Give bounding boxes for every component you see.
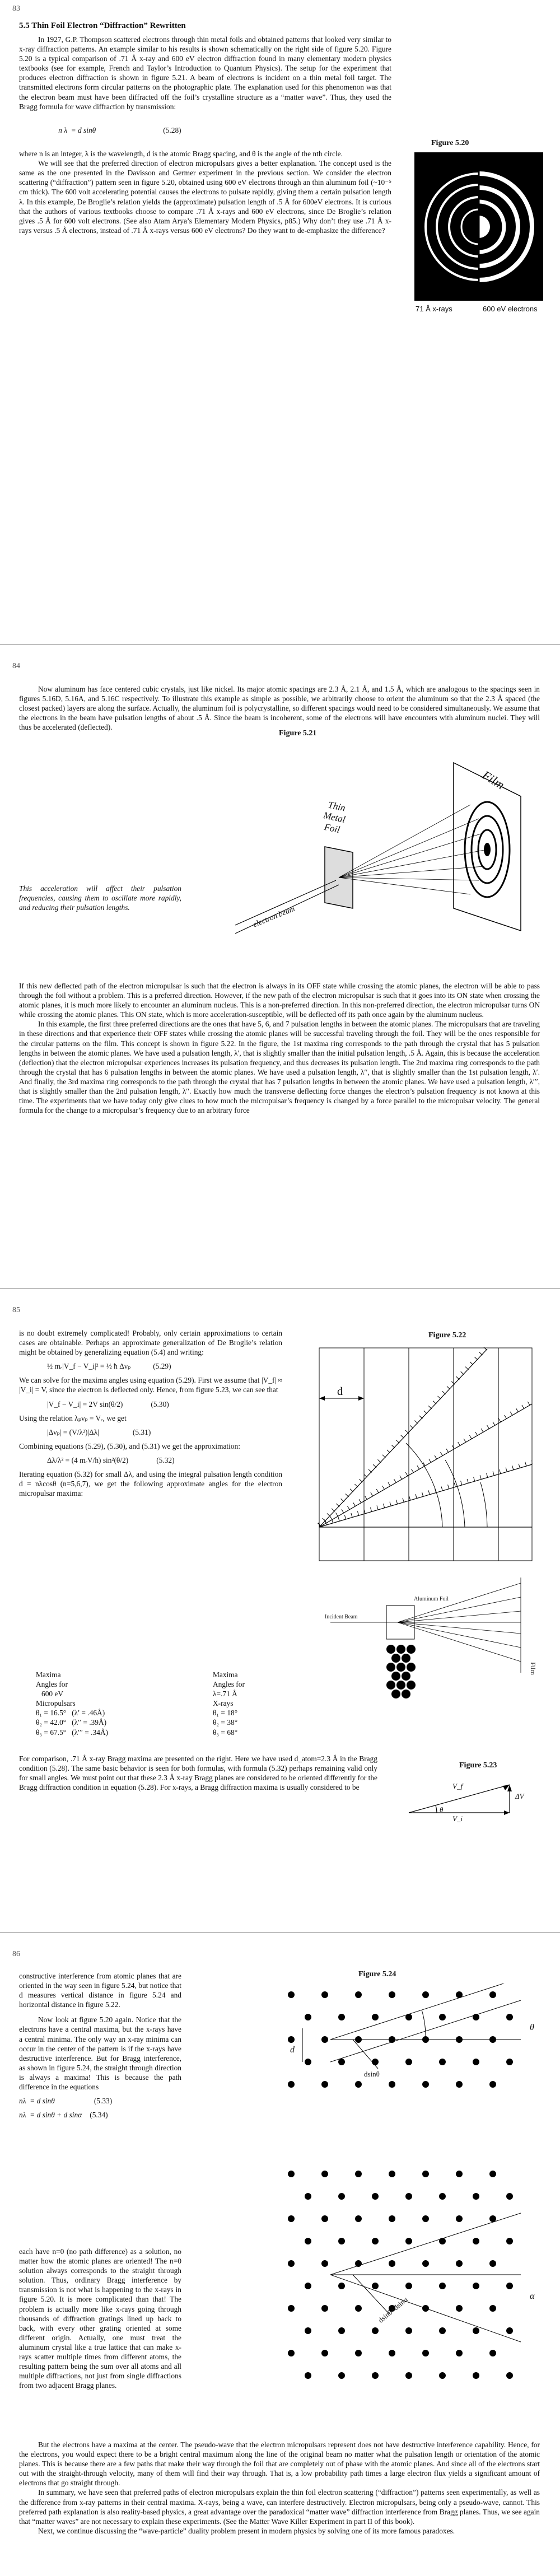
lattice-atom	[473, 2372, 479, 2379]
lattice-atom	[372, 2327, 379, 2334]
lattice-atom	[288, 2260, 295, 2267]
lattice-atom	[321, 2260, 328, 2267]
figure-5-21-film-label: Film	[479, 767, 507, 792]
lattice-atom	[389, 1991, 395, 1998]
lattice-atom	[439, 2014, 446, 2020]
lattice-atom	[305, 2372, 311, 2379]
body-text-left	[19, 750, 181, 912]
paragraph: Using the relation λₚνₚ = Vₑ, we get	[19, 1413, 127, 1422]
lattice-atom	[389, 2350, 395, 2356]
lattice-atom	[405, 2283, 412, 2289]
equation-body: |V_f − V_i| = 2V sin(θ/2)	[47, 1399, 123, 1408]
table-head: X-rays	[213, 1699, 234, 1708]
figure-5-22-atoms-label: Aluminum Foil	[414, 1596, 449, 1602]
equation-body: nλ = d sinθ + d sinα	[19, 2111, 82, 2120]
lattice-atom	[355, 2350, 362, 2356]
equation-5-29	[47, 1361, 282, 1371]
lattice-atom	[473, 2238, 479, 2244]
paragraph: constructive interference from atomic planes that are oriented in the way seen in figure 5.24, but notice that d measures vertical distance in figure 5.24 and horizontal distance in figure 5.22.	[19, 1972, 181, 2009]
figure-5-22-beam-label: Incident Beam	[325, 1614, 358, 1620]
body-text-left	[19, 1971, 181, 2124]
figure-5-23-theta-label: θ	[440, 1805, 444, 1814]
lattice-atom	[439, 2372, 446, 2379]
lattice-atom	[321, 2171, 328, 2177]
paragraph: In 1927, G.P. Thompson scattered electrons through thin metal foils and obtained patterns that looked very similar to x-ray diffraction patterns. An example similar to his results is shown schematically on the right side of figure 5.20. Figure 5.20 is a typical comparison of .71 Å x-ray and 600 eV electron diffraction found in many elementary modern physics textbooks (see for example, French and Taylor’s Introduction to Quantum Physics). The setup for the experiment that produces electron diffraction is shown in figure 5.21. A beam of electrons is incident on a thin metal foil target. The transmitted electrons form circular patterns on the photographic plate. The explanation used for this phenomenon was that the electron beam must have been diffracted off the foil’s crystalline structure as a “matter wave”. Thus, they used the Bragg formula for wave diffraction by transmission:	[19, 35, 391, 111]
section-heading: 5.5 Thin Foil Electron “Diffraction” Rewritten	[19, 21, 186, 30]
lattice-atom	[321, 2081, 328, 2088]
equation-5-28	[47, 116, 391, 144]
lattice-atom	[456, 2350, 463, 2356]
figure-5-20-left-caption: 71 Å x-rays	[416, 305, 452, 313]
body-text-left	[19, 1328, 282, 1498]
lattice-atom	[321, 2036, 328, 2043]
lattice-atom	[422, 2171, 429, 2177]
lattice-atom	[405, 2238, 412, 2244]
lattice-atom	[338, 2014, 345, 2020]
equation-number: (5.31)	[132, 1427, 151, 1436]
paragraph: In summary, we have seen that preferred paths of electron micropulsars explain the thin foil electron scattering (“diffraction”) patterns seen experimentally, as well as the difference from x-ray patterns in their central maxima. X-rays, being a wave, can interfere destructively. Electron micropulsars, being only a pseudo-wave, cannot. This preferred path explanation is also reality-based physics, a great advantage over the paradoxical “matter wave” diffraction interference from Bragg planes. Thus, we see again that “matter waves” are not necessary to explain these experiments. (See the Matter Wave Killer Experiment in part II of this book).	[19, 2488, 540, 2526]
page-number: 85	[12, 1306, 20, 1314]
figure-5-20	[414, 152, 543, 320]
body-text-bottom	[19, 1754, 377, 1792]
figure-5-24-dsin-label: dsinθ	[364, 2070, 380, 2078]
maxima-table-xrays	[213, 1670, 297, 1737]
paragraph: Next, we continue discussing the “wave-particle” duality problem present in modern physics by solving one of its more famous paradoxes.	[38, 2526, 455, 2535]
equation-number: (5.28)	[163, 125, 181, 134]
equation-5-33	[19, 2096, 181, 2106]
lattice-atom	[439, 2327, 446, 2334]
lattice-atom	[321, 2215, 328, 2222]
lattice-atom	[372, 2283, 379, 2289]
equation-number: (5.32)	[156, 1455, 175, 1464]
equation-number: (5.34)	[90, 2111, 108, 2120]
table-row: θ₁ = 18°	[213, 1709, 238, 1718]
paragraph: We will see that the preferred direction of electron micropulsars gives a better explanation. The concept used is the same as the one presented in the Davisson and Germer experiment in the previous section. We consider the electron scattering (“diffraction”) pattern seen in figure 5.20, obtained using 600 eV electrons through an thin aluminum foil (~10⁻⁵ cm thick). The 600 volt accelerating potential causes the electrons to pulsate rapidly, giving them a certain pulsation length λ. In this example, De Broglie’s relation yields the (approximate) pulsation length of .5 Å for 600eV electrons. It is curious that the authors of various textbooks choose to compare .71 Å x-rays and 600 eV electrons, since De Broglie’s relation gives .5 Å for 600 volt electrons. (See also Atam Arya’s Elementary Modern Physics, p85.) Why don’t they use .71 Å x-rays versus .5 Å electrons, instead of .71 Å x-rays versus 600 eV electrons? Do they want to de-emphasize the difference?	[19, 159, 391, 235]
table-row: θ₁ = 16.5° (λ′ = .46Å)	[36, 1709, 105, 1718]
paragraph: For comparison, .71 Å x-ray Bragg maxima are presented on the right. Here we have used d_atom=2.3 Å in the Bragg condition (5.28). The same basic behavior is seen for both formulas, with formula (5.32) perhaps remaining valid only for small angles. We must point out that these 2.3 Å x-ray Bragg planes are considered to be oriented differently for the Bragg diffraction condition in equation (5.28). For x-rays, a Bragg diffraction maxima is usually considered to be	[19, 1754, 377, 1792]
lattice-atom	[456, 2081, 463, 2088]
lattice-atom	[372, 2059, 379, 2065]
equation-body: |Δνₚ| = (V/λ²)|Δλ|	[47, 1427, 99, 1436]
lattice-atom	[506, 2327, 513, 2334]
lattice-atom	[473, 2193, 479, 2200]
paragraph: Now look at figure 5.20 again. Notice that the electrons have a central maxima, but the x-rays have a central minima. The only way an x-ray minima can occur in the center of the pattern is if the x-rays have destructive interference. But for Bragg interference, as shown in figure 5.24, the straight through direction is always a maxima! This is because the path difference in the equations	[19, 2015, 181, 2092]
body-text-bottom	[19, 981, 540, 1115]
equation-5-30	[47, 1399, 282, 1409]
lattice-atom	[288, 2305, 295, 2312]
lattice-atom	[288, 2350, 295, 2356]
table-head: Maxima	[213, 1670, 238, 1679]
equation-body: Δλ/λ² = (4 mₑV/h) sin²(θ/2)	[47, 1455, 129, 1464]
paragraph: each have n=0 (no path difference) as a solution, no matter how the atomic planes are oriented! The n=0 solution always corresponds to the straight through solution. Thus, ordinary Bragg interference by transmission is not what is happening to the x-rays in figure 5.20. It is more complicated than that! The problem is actually more like x-rays going through thousands of diffraction gratings lined up back to back, with every other grating oriented at some different origin. Actually, one must treat the aluminum crystal like a true lattice that can make x-rays scatter multiple times from different atoms, the resulting pattern being the sum over all atoms and all multiple diffractions, not just from single diffractions from two adjacent Bragg planes.	[19, 2247, 181, 2390]
figure-5-24-theta-label: θ	[530, 2023, 534, 2032]
lattice-atom	[439, 2193, 446, 2200]
page-number: 83	[12, 4, 20, 13]
equation-number: (5.29)	[153, 1362, 171, 1371]
lattice-atom	[422, 2260, 429, 2267]
lattice-atom	[439, 2283, 446, 2289]
lattice-atom	[506, 2372, 513, 2379]
lattice-atom	[372, 2014, 379, 2020]
lattice-atom	[355, 2215, 362, 2222]
figure-5-24-dsin-sum-label: dsinθ+dsinα	[376, 2295, 409, 2325]
lattice-atom	[389, 2215, 395, 2222]
page-84	[0, 645, 560, 1288]
lattice-atom	[473, 2059, 479, 2065]
paragraph: Now aluminum has face centered cubic crystals, just like nickel. Its major atomic spacings are 2.3 Å, 2.1 Å, and 1.5 Å, which are analogous to the spacings seen in figures 5.16D, 5.16A, and 5.16C respectively. To illustrate this example as simple as possible, we arbitrarily choose to orient the aluminum so that the 2.3 Å spaced (the closest packed) layers are along the surface. Actually, the aluminum foil is polycrystalline, so different spacings would need to be considered simultaneously. We assume that the electrons in the beam have pulsation lengths of about .5 Å. Since the beam is incoherent, some of the electrons will have encounters with aluminum nuclei. They will thus be accelerated (deflected).	[19, 685, 540, 732]
lattice-atom	[422, 2081, 429, 2088]
lattice-atom	[355, 1991, 362, 1998]
lattice-atom	[506, 2238, 513, 2244]
figure-5-21-beam-label: electron beam	[251, 904, 296, 930]
lattice-atom	[506, 2059, 513, 2065]
lattice-atom	[288, 1991, 295, 1998]
lattice-atom	[288, 2215, 295, 2222]
lattice-atom	[489, 2171, 496, 2177]
figure-5-23-label: Figure 5.23	[459, 1761, 497, 1770]
table-head: Maxima	[36, 1670, 61, 1679]
page-number: 86	[12, 1950, 20, 1958]
lattice-atom	[456, 2215, 463, 2222]
lattice-atom	[305, 2059, 311, 2065]
lattice-atom	[338, 2372, 345, 2379]
figure-5-23-vi-label: V_i	[452, 1814, 463, 1823]
lattice-atom	[305, 2283, 311, 2289]
paragraph: If this new deflected path of the electron micropulsar is such that the electron is always in its OFF state while crossing the atomic planes, the electron will be able to pass through the foil without a problem. This is a preferred direction. However, if the new path of the electron micropulsar is such that it goes into its ON state when crossing the atomic planes, it is much more likely to encounter an aluminum nucleus. This is a non-preferred direction. In this non-preferred direction, the electron micropulsar turns ON while crossing the atomic planes. This ON state, which is more acceleration-susceptible, will be deflected off its path once again by the aluminum nucleus.	[19, 982, 540, 1019]
lattice-atom	[456, 2171, 463, 2177]
lattice-atom	[489, 2260, 496, 2267]
paragraph: In this example, the first three preferred directions are the ones that have 5, 6, and 7 pulsation lengths in between the atomic planes. The micropulsars that are traveling in these directions and that experience their OFF states while crossing the atomic planes will be successful traveling through the foil. They will be the ones responsible for the circular patterns on the film. This concept is shown in figure 5.22. In the figure, the 1st maxima ring corresponds to the path through the crystal that has 5 pulsation lengths in between the atomic planes. We have used a pulsation length, λ′, that is slightly smaller than the initial pulsation length, .5 Å. Again, this is because the acceleration (deflection) that the electron micropulsar experiences increases its pulsation frequency, and thus decreases its pulsation length. The 2nd maxima ring corresponds to the path through the crystal that has 6 pulsation lengths in between the atomic planes. We have used a pulsation length, λ′′, that is slightly smaller than the 1st pulsation length, λ′. And finally, the 3rd maxima ring corresponds to the path through the crystal that has 7 pulsation lengths in between the atomic planes. We have used a pulsation length, λ′′′, that is slightly smaller than the 2nd pulsation length, λ′′. Exactly how much the transverse deflecting force changes the electron’s pulsation frequency is not known at this time. The experiments that we have today only give clues to how much the micropulsar’s frequency is changed by a force parallel to the micropulsar velocity. The general formula for the change to a micropulsar’s frequency due to an arbitrary force	[19, 1020, 540, 1115]
figure-5-23-vf-label: V_f	[452, 1782, 463, 1790]
lattice-atom	[288, 2036, 295, 2043]
equation-5-31	[47, 1427, 282, 1437]
maxima-table-electrons	[36, 1670, 204, 1737]
table-row: θ₃ = 67.5° (λ′′′ = .34Å)	[36, 1728, 109, 1737]
lattice-atom	[405, 2327, 412, 2334]
lattice-atom	[321, 1991, 328, 1998]
figure-5-22-label: Figure 5.22	[428, 1331, 466, 1340]
figure-5-21-label: Figure 5.21	[279, 729, 317, 738]
lattice-atom	[305, 2238, 311, 2244]
figure-5-22-d-label: d	[337, 1385, 343, 1398]
equation-5-34	[19, 2110, 181, 2120]
lattice-atom	[372, 2193, 379, 2200]
body-text-top	[19, 684, 540, 732]
italic-passage: This acceleration will affect their pulsation frequencies, causing them to oscillate more rapidly, and reducing their pulsation lengths.	[19, 884, 181, 912]
lattice-atom	[355, 2305, 362, 2312]
lattice-atom	[456, 2305, 463, 2312]
page-85	[0, 1289, 560, 1932]
lattice-atom	[305, 2014, 311, 2020]
lattice-atom	[405, 2372, 412, 2379]
lattice-atom	[422, 2215, 429, 2222]
equation-number: (5.33)	[94, 2097, 113, 2106]
table-row: θ₂ = 38°	[213, 1718, 238, 1727]
lattice-atom	[355, 2081, 362, 2088]
lattice-atom	[489, 2215, 496, 2222]
paragraph: But the electrons have a maxima at the center. The pseudo-wave that the electron micropulsars represent does not have destructive interference capability. Hence, for the electrons, you would expect there to be a bright central maximum along the line of the original beam no matter what the pulsation length or orientation of the atomic planes. This is because there are a few paths that make their way through the foil that are completely out of phase with the atomic planes. And since all of the electrons start out with the straight-through velocity, many of them will find their way through. That is, a low probability path times a large electron flux yields a significant amount of electrons that go straight through.	[19, 2440, 540, 2488]
lattice-atom	[288, 2081, 295, 2088]
equation-body: ½ mₑ|V_f − V_i|² = ½ ħ Δνₚ	[47, 1362, 131, 1371]
lattice-atom	[321, 2350, 328, 2356]
lattice-atom	[506, 2014, 513, 2020]
lattice-atom	[489, 2350, 496, 2356]
paragraph: where n is an integer, λ is the wavelength, d is the atomic Bragg spacing, and θ is the angle of the nth circle.	[19, 150, 343, 158]
lattice-atom	[338, 2238, 345, 2244]
equation-body: nλ = d sinθ	[19, 2097, 55, 2106]
equation-5-32	[47, 1455, 282, 1465]
lattice-atom	[489, 2081, 496, 2088]
table-head: Micropulsars	[36, 1699, 76, 1708]
lattice-atom	[473, 2283, 479, 2289]
paragraph: Combining equations (5.29), (5.30), and (5.31) we get the approximation:	[19, 1441, 240, 1450]
table-head: 600 eV	[41, 1690, 64, 1698]
table-head: Angles for	[213, 1680, 245, 1689]
figure-5-20-right-caption: 600 eV electrons	[483, 305, 538, 313]
figure-5-22-film-label: Film	[529, 1662, 537, 1675]
lattice-atom	[422, 1991, 429, 1998]
lattice-atom	[355, 2171, 362, 2177]
paragraph: Iterating equation (5.32) for small Δλ, and using the integral pulsation length condition d = nλcosθ (n=5,6,7), we get the following approximate angles for the electron micropulsar maxima:	[19, 1470, 282, 1498]
lattice-atom	[372, 2238, 379, 2244]
lattice-atom	[405, 2193, 412, 2200]
lattice-atom	[405, 2059, 412, 2065]
body-text-right-column	[19, 2247, 181, 2437]
paragraph: is no doubt extremely complicated! Probably, only certain approximations to certain cases are obtainable. Perhaps an approximate generalization of De Broglie’s relation might be obtained by generalizing equation (5.4) and writing:	[19, 1329, 282, 1357]
figure-5-20-label: Figure 5.20	[431, 139, 469, 147]
table-head: λ=.71 Å	[213, 1690, 237, 1698]
figure-5-24-alpha-label: α	[530, 2292, 535, 2301]
lattice-atom	[305, 2193, 311, 2200]
table-row: θ₂ = 42.0° (λ′′ = .39Å)	[36, 1718, 107, 1727]
page-83	[0, 0, 560, 644]
lattice-atom	[489, 2305, 496, 2312]
lattice-atom	[473, 2327, 479, 2334]
lattice-atom	[489, 1991, 496, 1998]
figure-5-24-label: Figure 5.24	[358, 1970, 396, 1978]
equation-number: (5.30)	[151, 1399, 169, 1408]
lattice-atom	[321, 2305, 328, 2312]
lattice-atom	[389, 2260, 395, 2267]
figure-5-24	[258, 1984, 538, 2398]
figure-5-21-foil-label: Thin Metal Foil	[322, 799, 347, 836]
table-row: θ₃ = 68°	[213, 1728, 238, 1737]
lattice-atom	[305, 2327, 311, 2334]
lattice-atom	[422, 2350, 429, 2356]
lattice-atom	[389, 2081, 395, 2088]
lattice-atom	[288, 2171, 295, 2177]
lattice-atom	[506, 2193, 513, 2200]
lattice-atom	[338, 2327, 345, 2334]
equation-body: n λ = d sinθ	[58, 125, 96, 134]
lattice-atom	[338, 2283, 345, 2289]
page-number: 84	[12, 662, 20, 670]
lattice-atom	[506, 2283, 513, 2289]
lattice-atom	[372, 2372, 379, 2379]
page-86	[0, 1933, 560, 2576]
lattice-atom	[456, 2260, 463, 2267]
paragraph: We can solve for the maxima angles using equation (5.29). First we assume that |V_f| ≈ |V_i| = V, since the electron is deflected only. Hence, from figure 5.23, we can see that	[19, 1376, 282, 1394]
lattice-atom	[338, 2059, 345, 2065]
figure-5-23-dv-label: ΔV	[515, 1792, 524, 1800]
lattice-atom	[389, 2171, 395, 2177]
body-text	[19, 35, 391, 235]
lattice-atom	[439, 2059, 446, 2065]
lattice-atom	[338, 2193, 345, 2200]
table-head: Angles for	[36, 1680, 68, 1689]
body-text-bottom	[19, 2440, 540, 2536]
figure-5-22	[297, 1342, 543, 1729]
figure-5-24-d-label: d	[290, 2045, 295, 2055]
